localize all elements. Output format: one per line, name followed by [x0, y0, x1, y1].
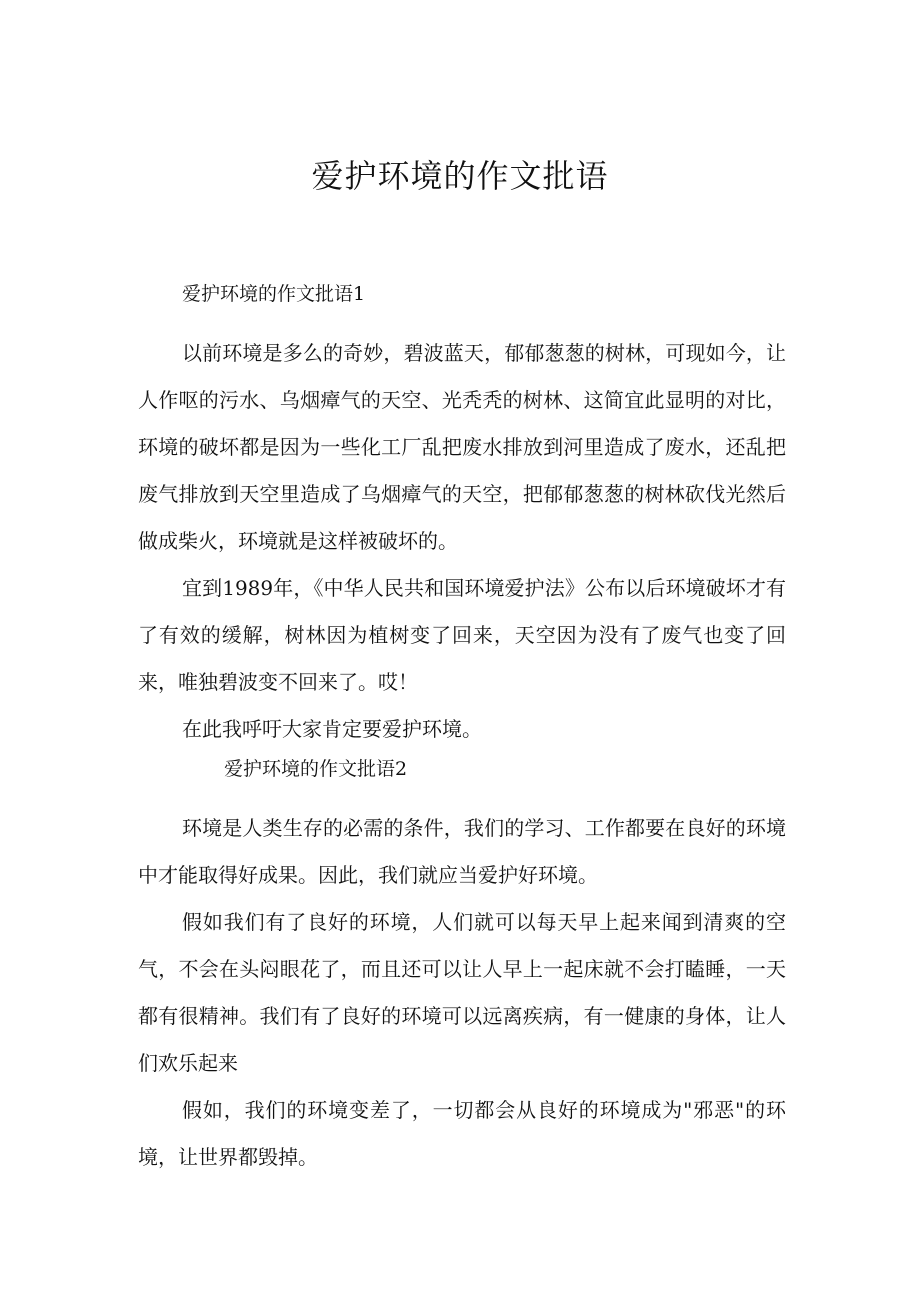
- section-heading-2: 爱护环境的作文批语2: [224, 758, 408, 780]
- paragraph: 环境是人类生存的必需的条件，我们的学习、工作都要在良好的环境中才能取得好成果。因此，我们就应当爱护好环境。: [138, 816, 786, 887]
- paragraph: 以前环境是多么的奇妙，碧波蓝天，郁郁葱葱的树林，可现如今，让人作呕的污水、乌烟瘴气的天空、光秃秃的树林、这简宜此显明的对比，环境的破坏都是因为一些化工厂乱把废水排放到河里造成了废水，还乱把废气排放到天空里造成了乌烟瘴气的天空，把郁郁葱葱的树林砍伐光然后做成柴火，环境就是这样被破坏的。: [138, 341, 786, 553]
- paragraph: 在此我呼吁大家肯定要爱护环境。: [182, 717, 482, 741]
- paragraph: 假如，我们的环境变差了，一切都会从良好的环境成为"邪恶"的环境，让世界都毁掉。: [138, 1098, 786, 1169]
- document-body: [138, 282, 786, 1181]
- paragraph: 宜到1989年，《中华人民共和国环境爱护法》公布以后环境破坏才有了有效的缓解，树林因为植树变了回来，天空因为没有了废气也变了回来，唯独碧波变不回来了。哎！: [138, 576, 786, 694]
- section-heading-1: 爱护环境的作文批语1: [182, 283, 366, 305]
- paragraph: 假如我们有了良好的环境，人们就可以每天早上起来闻到清爽的空气，不会在头闷眼花了，而且还可以让人早上一起床就不会打瞌睡，一天都有很精神。我们有了良好的环境可以远离疾病，有一健康的身体，让人们欢乐起来: [138, 910, 786, 1075]
- document-title: 爱护环境的作文批语: [311, 157, 609, 195]
